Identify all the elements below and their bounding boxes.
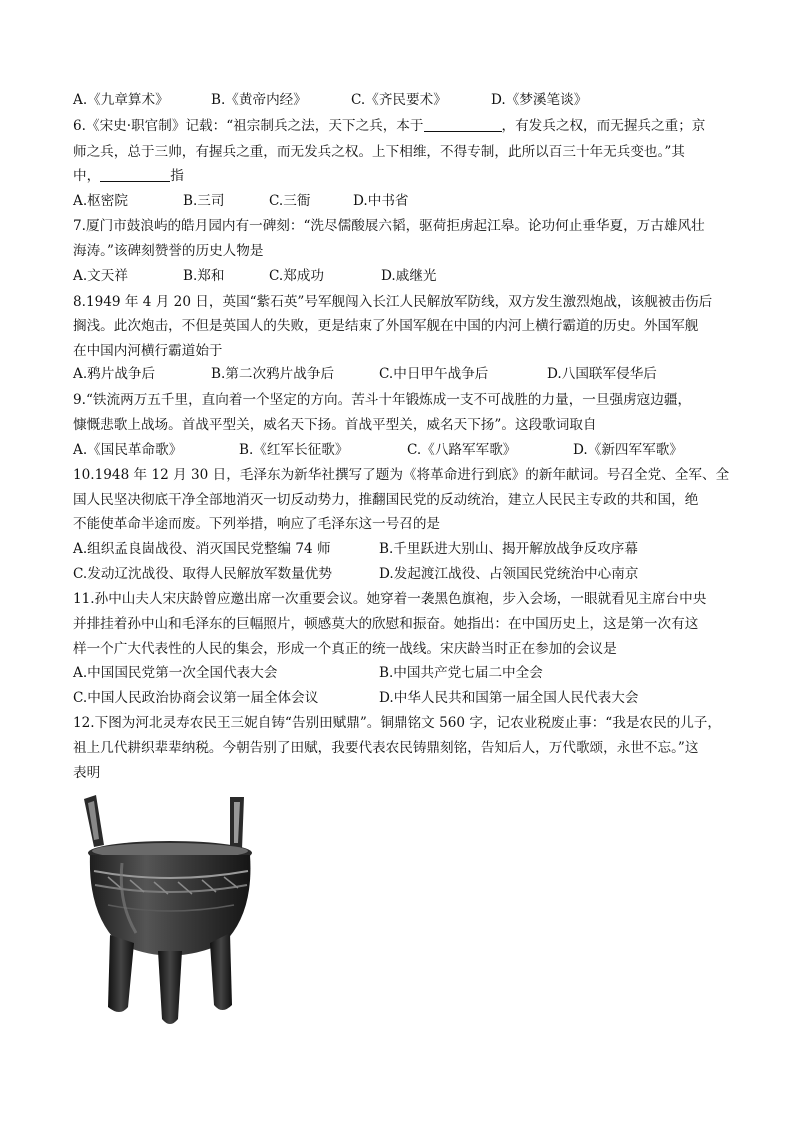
- q6-option-c[interactable]: C.三衙: [269, 193, 311, 209]
- q11-stem-line1: 11.孙中山夫人宋庆龄曾应邀出席一次重要会议。她穿着一袭黑色旗袍，步入会场，一眼就看见主席台中央: [73, 591, 707, 607]
- q11-options-row2: [73, 688, 733, 708]
- q12-stem-line2: 祖上几代耕织辈辈纳税。今朝告别了田赋，我要代表农民铸鼎刻铭，告知后人，万代歌颂，永世不忘。”这: [73, 740, 699, 756]
- q6-blank-2: [100, 167, 170, 182]
- q7-options: [73, 266, 733, 286]
- q7-stem-line1: 7.厦门市鼓浪屿的皓月园内有一碑刻：“洗尽儒酸展六韬，驱荷拒虏起江皋。论功何止垂华夏，万古雄风壮: [73, 218, 705, 234]
- q7-option-a[interactable]: A.文天祥: [73, 268, 128, 284]
- q6-blank-1: [424, 117, 502, 132]
- q6-stem-line2: 师之兵，总于三帅，有握兵之重，而无发兵之权。上下相维，不得专制，此所以百三十年无兵变也。”其: [73, 144, 685, 160]
- q6-text-c: 中，: [73, 168, 101, 184]
- q9-option-c[interactable]: C.《八路军军歌》: [407, 442, 517, 458]
- q9-stem-line2: 慷慨悲歌上战场。首战平型关，威名天下扬。首战平型关，威名天下扬”。这段歌词取自: [73, 417, 597, 433]
- q8-option-b[interactable]: B.第二次鸦片战争后: [211, 366, 335, 382]
- q8-option-d[interactable]: D.八国联军侵华后: [547, 366, 657, 382]
- q5-option-d[interactable]: D.《梦溪笔谈》: [491, 92, 588, 108]
- q7-option-b[interactable]: B.郑和: [183, 268, 225, 284]
- q9-option-a[interactable]: A.《国民革命歌》: [73, 442, 183, 458]
- q11-option-a[interactable]: A.中国国民党第一次全国代表大会: [73, 665, 278, 681]
- q7-option-d[interactable]: D.戚继光: [381, 268, 437, 284]
- q6-text-d: 指: [170, 168, 184, 184]
- q11-option-c[interactable]: C.中国人民政治协商会议第一届全体会议: [73, 690, 319, 706]
- q12-stem-line1: 12.下图为河北灵寿农民王三妮自铸“告别田赋鼎”。铜鼎铭文 560 字，记农业税废止事：“我是农民的儿子，: [73, 715, 721, 731]
- q11-stem-line3: 样一个广大代表性的人民的集会，形成一个真正的统一战线。宋庆龄当时正在参加的会议是: [73, 641, 617, 657]
- q8-option-c[interactable]: C.中日甲午战争后: [379, 366, 489, 382]
- q9-options: [73, 440, 733, 460]
- q6-text-a: 6.《宋史·职官制》记载：“祖宗制兵之法，天下之兵，本于: [73, 118, 424, 134]
- q5-options: [73, 90, 733, 110]
- q5-option-c[interactable]: C.《齐民要术》: [351, 92, 447, 108]
- q10-stem-line2: 国人民坚决彻底干净全部地消灭一切反动势力，推翻国民党的反动统治，建立人民民主专政的共和国，绝: [73, 492, 699, 508]
- q9-stem-line1: 9.“铁流两万五千里，直向着一个坚定的方向。苦斗十年锻炼成一支不可战胜的力量，一旦强虏寇边疆，: [73, 392, 692, 408]
- q6-stem-line1: [73, 116, 733, 136]
- q12-stem-line3: 表明: [73, 765, 101, 781]
- q11-option-b[interactable]: B.中国共产党七届二中全会: [379, 665, 543, 681]
- q10-option-b[interactable]: B.千里跃进大别山、揭开解放战争反攻序幕: [379, 541, 638, 557]
- q8-option-a[interactable]: A.鸦片战争后: [73, 366, 156, 382]
- q7-option-c[interactable]: C.郑成功: [269, 268, 325, 284]
- q5-option-a[interactable]: A.《九章算术》: [73, 92, 169, 108]
- q6-options: [73, 191, 733, 211]
- bronze-ding-vessel-icon: [78, 793, 268, 1033]
- q10-options-row1: [73, 539, 733, 559]
- q10-stem-line1: 10.1948 年 12 月 30 日，毛泽东为新华社撰写了题为《将革命进行到底》的新年献词。号召全党、全军、全: [73, 467, 730, 483]
- q11-stem-line2: 并排挂着孙中山和毛泽东的巨幅照片，顿感莫大的欣慰和振奋。她指出：在中国历史上，这是第一次有这: [73, 616, 699, 632]
- q6-option-a[interactable]: A.枢密院: [73, 193, 128, 209]
- q6-stem-line3: [73, 166, 733, 186]
- q10-option-c[interactable]: C.发动辽沈战役、取得人民解放军数量优势: [73, 566, 332, 582]
- q10-options-row2: [73, 564, 733, 584]
- q9-option-b[interactable]: B.《红军长征歌》: [239, 442, 349, 458]
- q11-option-d[interactable]: D.中华人民共和国第一届全国人民代表大会: [379, 690, 639, 706]
- q10-stem-line3: 不能使革命半途而废。下列举措，响应了毛泽东这一号召的是: [73, 516, 441, 532]
- q11-options-row1: [73, 663, 733, 683]
- q6-text-b: ，有发兵之权，而无握兵之重；京: [501, 118, 706, 134]
- q9-option-d[interactable]: D.《新四军军歌》: [573, 442, 683, 458]
- q10-option-d[interactable]: D.发起渡江战役、占领国民党统治中心南京: [379, 566, 639, 582]
- q8-stem-line2: 搁浅。此次炮击，不但是英国人的失败，更是结束了外国军舰在中国的内河上横行霸道的历史。外国军舰: [73, 318, 699, 334]
- q8-stem-line1: 8.1949 年 4 月 20 日，英国“紫石英”号军舰闯入长江人民解放军防线，双方发生激烈炮战，该舰被击伤后: [73, 294, 713, 310]
- q6-option-b[interactable]: B.三司: [183, 193, 225, 209]
- q6-option-d[interactable]: D.中书省: [353, 193, 409, 209]
- q8-options: [73, 364, 733, 384]
- q5-option-b[interactable]: B.《黄帝内经》: [211, 92, 307, 108]
- q10-option-a[interactable]: A.组织孟良崮战役、消灭国民党整编 74 师: [73, 541, 331, 557]
- q8-stem-line3: 在中国内河横行霸道始于: [73, 343, 223, 359]
- q7-stem-line2: 海涛。”该碑刻赞誉的历史人物是: [73, 243, 264, 259]
